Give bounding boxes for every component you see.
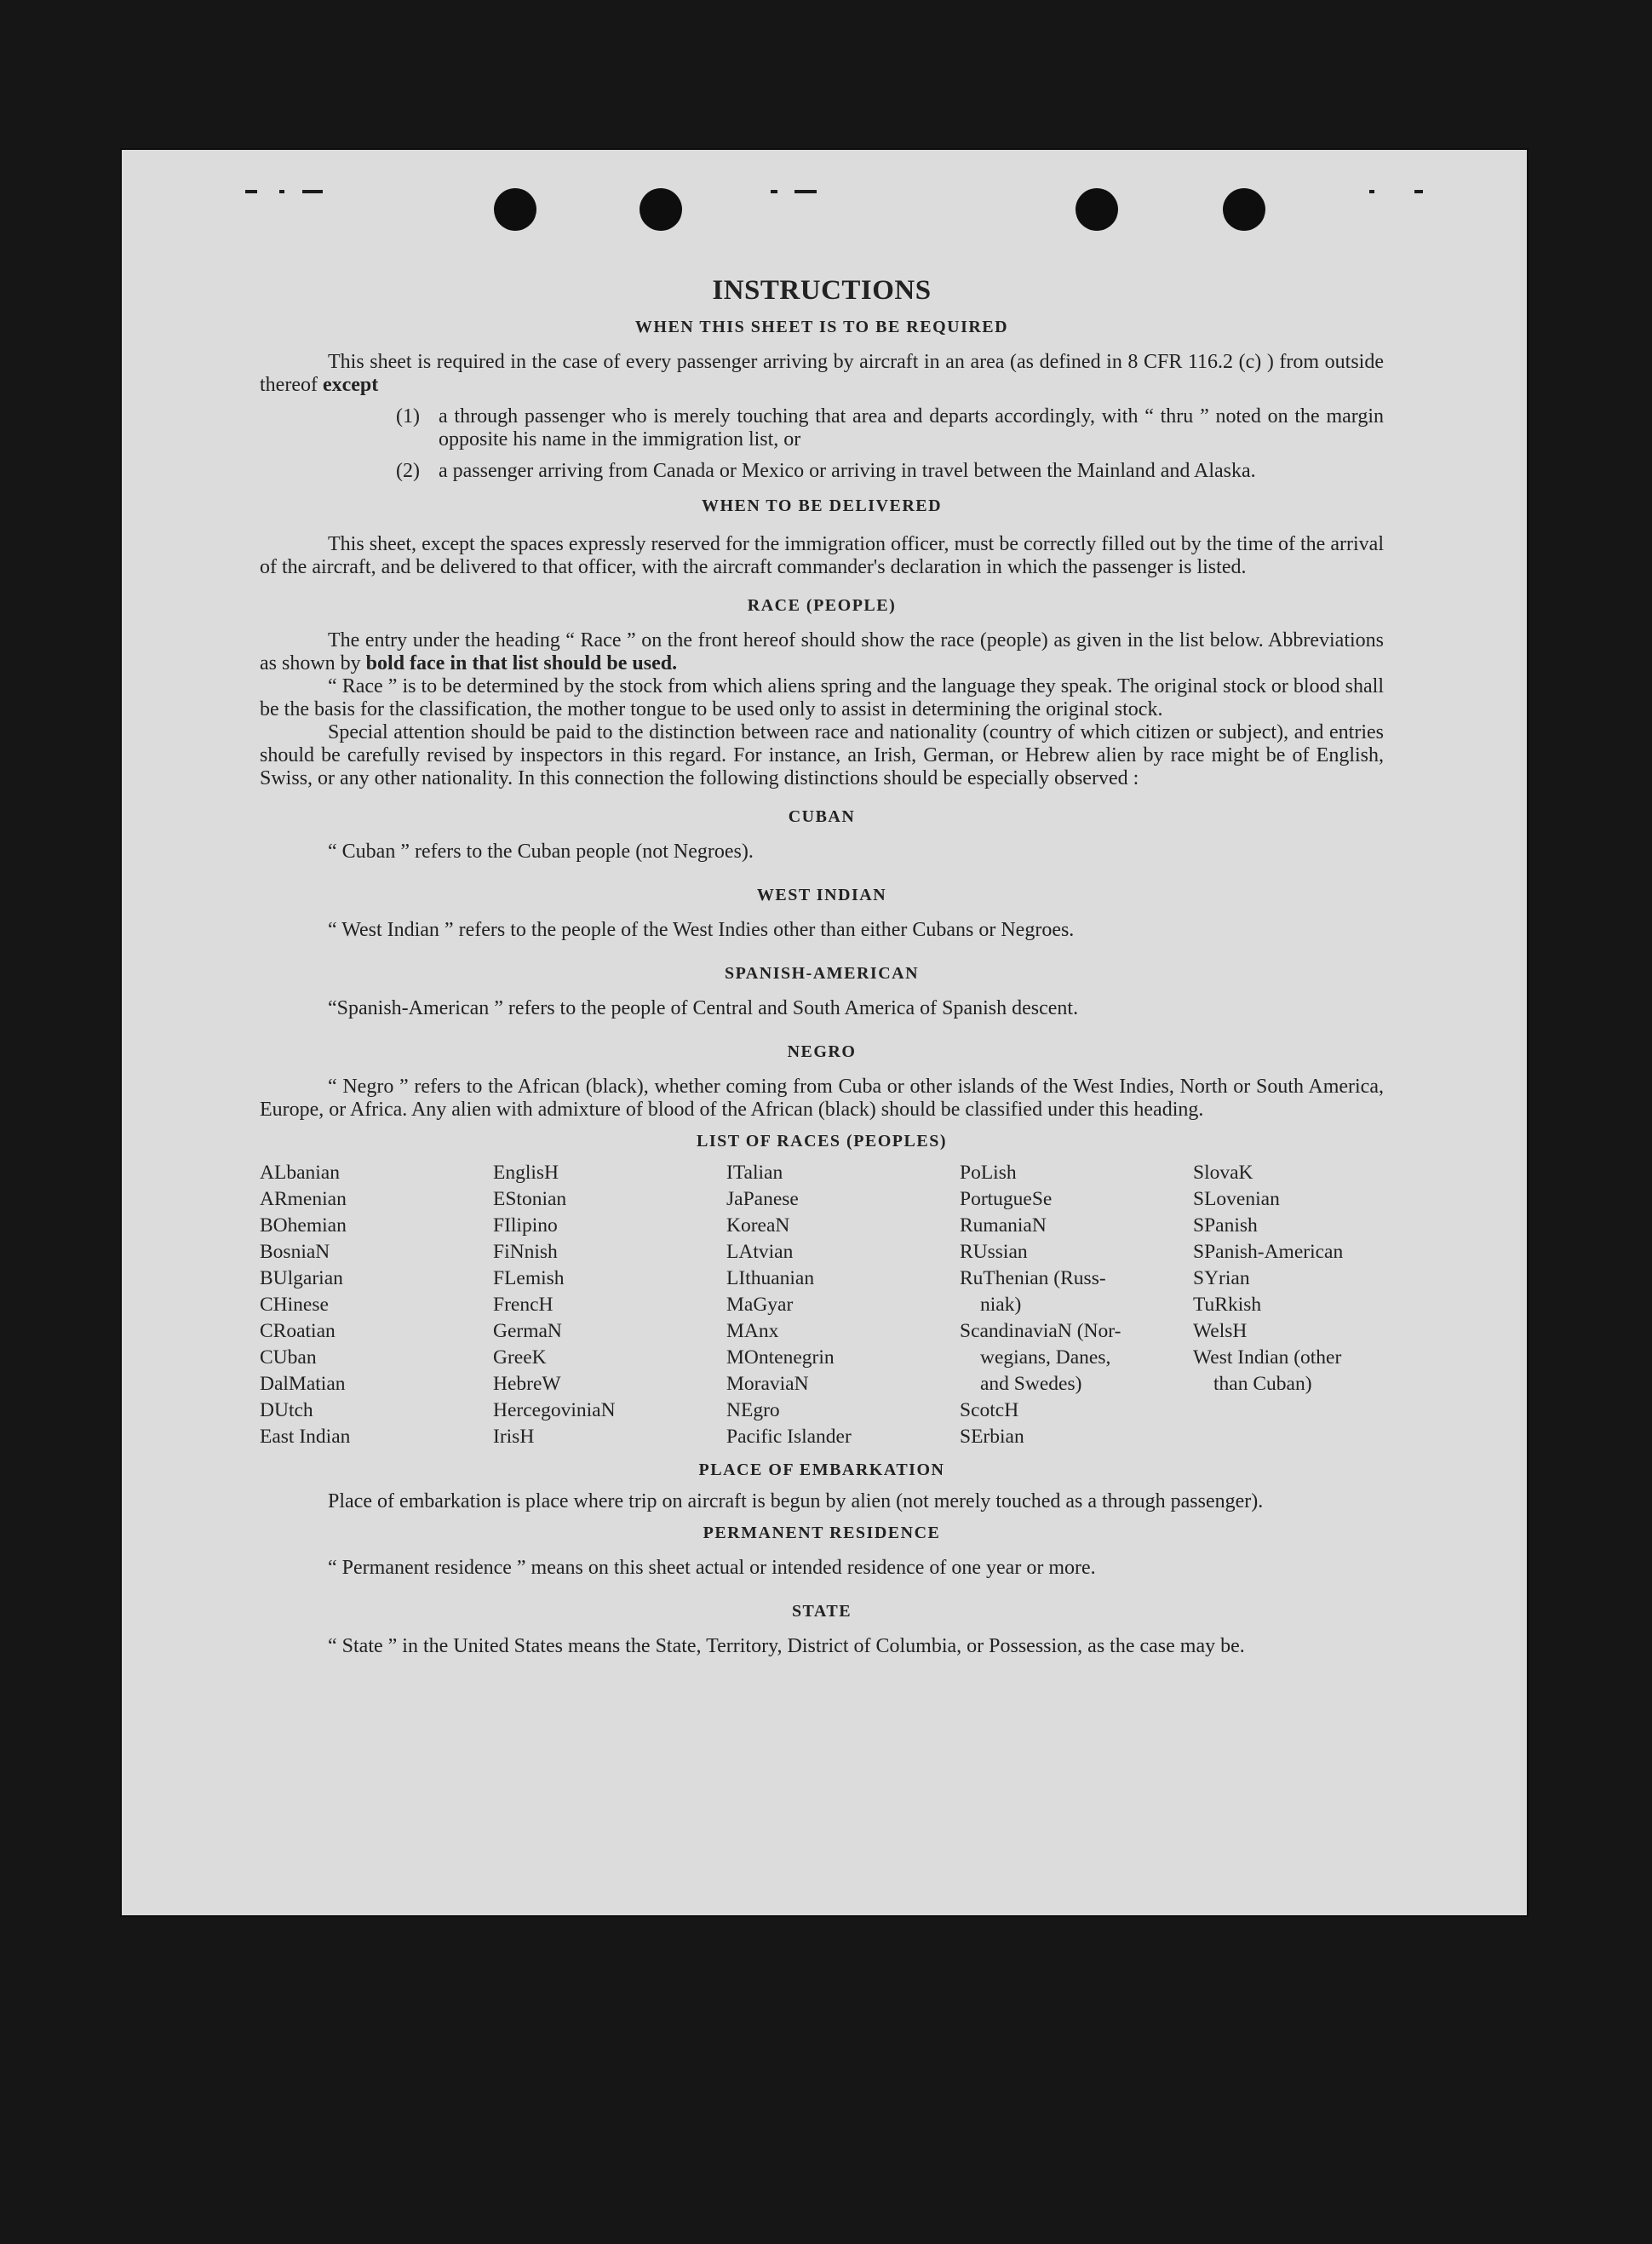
spanish-american-text: “Spanish-American ” refers to the people of Central and South America of Spanish descent.	[328, 997, 1079, 1019]
race-entry: ARmenian	[260, 1188, 347, 1210]
race-entry: CRoatian	[260, 1320, 336, 1342]
delivered-text: This sheet, except the spaces expressly reserved for the immigration officer, must be correctly filled out by the time of the arrival of the aircraft, and be delivered to that officer, with the aircraft commander's declaration in which the passenger is listed.	[260, 533, 1384, 578]
cuban-text: “ Cuban ” refers to the Cuban people (not Negroes).	[328, 841, 754, 863]
race-entry: ScandinaviaN (Nor-	[960, 1320, 1121, 1342]
race-entry: TuRkish	[1193, 1294, 1262, 1316]
section-heading-embarkation: PLACE OF EMBARKATION	[698, 1461, 945, 1479]
scan-mark	[302, 190, 323, 193]
residence-text: “ Permanent residence ” means on this sheet actual or intended residence of one year or more.	[328, 1557, 1096, 1579]
race-entry: RUssian	[960, 1241, 1028, 1263]
race-paragraph-3: Special attention should be paid to the distinction between race and nationality (country of which citizen or subject), and entries should be carefully revised by inspectors in this regard. For instance, an Irish, German, or Hebrew alien by race might be of English, Swiss, or any other nationality. In this connection the following distinctions should be especially observed :	[260, 721, 1384, 789]
race-entry: CHinese	[260, 1294, 329, 1316]
race-entry: SErbian	[960, 1426, 1024, 1448]
race-entry: MAnx	[726, 1320, 779, 1342]
section-heading-required: WHEN THIS SHEET IS TO BE REQUIRED	[634, 318, 1009, 336]
west-indian-text: “ West Indian ” refers to the people of the West Indies other than either Cubans or Negroes.	[328, 919, 1075, 941]
scan-mark	[279, 190, 284, 193]
instructions-body	[260, 273, 1384, 1658]
race-entry: ALbanian	[260, 1162, 340, 1184]
race-entry: GreeK	[493, 1346, 547, 1369]
race-entry: SPanish	[1193, 1214, 1258, 1237]
races-column	[960, 1160, 1193, 1450]
section-heading-delivered: WHEN TO BE DELIVERED	[701, 496, 943, 515]
races-column	[726, 1160, 960, 1450]
race-entry: FLemish	[493, 1267, 565, 1289]
race-entry: NEgro	[726, 1399, 780, 1421]
page-title: INSTRUCTIONS	[712, 275, 932, 306]
scan-mark	[245, 190, 257, 193]
race-entry: FrencH	[493, 1294, 554, 1316]
section-heading-negro: NEGRO	[787, 1042, 857, 1061]
race-entry-continuation: wegians, Danes,	[980, 1346, 1111, 1369]
race-entry: CUban	[260, 1346, 317, 1369]
race-entry: KoreaN	[726, 1214, 790, 1237]
race-entry: Pacific Islander	[726, 1426, 852, 1448]
race-entry: SLovenian	[1193, 1188, 1280, 1210]
race-entry: RuThenian (Russ-	[960, 1267, 1106, 1289]
race-entry: SPanish-American	[1193, 1241, 1344, 1263]
exception-item: (2) a passenger arriving from Canada or Mexico or arriving in travel between the Mainland and Alaska.	[396, 460, 1256, 482]
race-entry: EStonian	[493, 1188, 567, 1210]
section-heading-race: RACE (PEOPLE)	[747, 596, 897, 615]
race-entry: JaPanese	[726, 1188, 799, 1210]
race-entry: BUlgarian	[260, 1267, 343, 1289]
race-paragraph-1: The entry under the heading “ Race ” on the front hereof should show the race (people) as given in the list below. Abbreviations as shown by bold face in that list should be used.	[260, 629, 1384, 674]
race-entry: East Indian	[260, 1426, 351, 1448]
races-column	[260, 1160, 493, 1450]
race-entry: WelsH	[1193, 1320, 1248, 1342]
race-entry: PortugueSe	[960, 1188, 1053, 1210]
section-heading-cuban: CUBAN	[788, 807, 856, 826]
race-entry: MoraviaN	[726, 1373, 809, 1395]
document-sheet	[122, 150, 1527, 1915]
race-entry: West Indian (other	[1193, 1346, 1342, 1369]
race-entry: FiNnish	[493, 1241, 558, 1263]
race-entry: HercegoviniaN	[493, 1399, 616, 1421]
race-paragraph-2: “ Race ” is to be determined by the stock from which aliens spring and the language they speak. The original stock or blood shall be the basis for the classification, the mother tongue to be used only to assist in determining the original stock.	[260, 675, 1384, 720]
race-entry: BosniaN	[260, 1241, 330, 1263]
required-intro: This sheet is required in the case of every passenger arriving by aircraft in an area (as defined in 8 CFR 116.2 (c) ) from outside thereof except	[260, 351, 1384, 396]
race-entry: MaGyar	[726, 1294, 794, 1316]
race-entry: RumaniaN	[960, 1214, 1047, 1237]
section-heading-state: STATE	[791, 1602, 852, 1621]
race-entry: GermaN	[493, 1320, 562, 1342]
race-entry-continuation: and Swedes)	[980, 1373, 1082, 1395]
section-heading-west-indian: WEST INDIAN	[756, 886, 887, 904]
scan-mark	[1414, 190, 1423, 193]
race-entry: LAtvian	[726, 1241, 794, 1263]
race-entry: BOhemian	[260, 1214, 347, 1237]
races-list	[260, 1160, 1384, 1450]
races-column	[1193, 1160, 1401, 1450]
race-entry-continuation: than Cuban)	[1213, 1373, 1312, 1395]
race-entry: EnglisH	[493, 1162, 559, 1184]
scan-mark	[794, 190, 817, 193]
punch-hole	[1076, 188, 1118, 231]
race-entry: LIthuanian	[726, 1267, 815, 1289]
race-entry: SYrian	[1193, 1267, 1250, 1289]
race-entry: FIlipino	[493, 1214, 558, 1237]
section-heading-residence: PERMANENT RESIDENCE	[703, 1524, 941, 1542]
state-text: “ State ” in the United States means the State, Territory, District of Columbia, or Possession, as the case may be.	[328, 1635, 1245, 1657]
race-entry: HebreW	[493, 1373, 561, 1395]
race-entry: PoLish	[960, 1162, 1017, 1184]
negro-text: “ Negro ” refers to the African (black), whether coming from Cuba or other islands of the West Indies, North or South America, Europe, or Africa. Any alien with admixture of blood of the African (black) should be classified under this heading.	[260, 1076, 1384, 1121]
race-entry-continuation: niak)	[980, 1294, 1022, 1316]
race-entry: DUtch	[260, 1399, 313, 1421]
race-entry: ScotcH	[960, 1399, 1019, 1421]
scan-mark	[1369, 190, 1374, 193]
race-entry: DalMatian	[260, 1373, 346, 1395]
punch-hole	[1223, 188, 1265, 231]
race-entry: SlovaK	[1193, 1162, 1253, 1184]
section-heading-spanish-american: SPANISH-AMERICAN	[724, 964, 920, 983]
scan-mark	[771, 190, 777, 193]
exception-item: (1) a through passenger who is merely touching that area and departs accordingly, with “ thru ” noted on the margin opposite his name in the immigration list, or	[396, 405, 1384, 451]
race-entry: MOntenegrin	[726, 1346, 835, 1369]
races-column	[493, 1160, 726, 1450]
race-entry: IrisH	[493, 1426, 535, 1448]
section-heading-list: LIST OF RACES (PEOPLES)	[696, 1132, 947, 1151]
punch-hole	[640, 188, 682, 231]
punch-hole	[494, 188, 536, 231]
embarkation-text: Place of embarkation is place where trip on aircraft is begun by alien (not merely touched as a through passenger).	[328, 1490, 1264, 1512]
race-entry: ITalian	[726, 1162, 783, 1184]
